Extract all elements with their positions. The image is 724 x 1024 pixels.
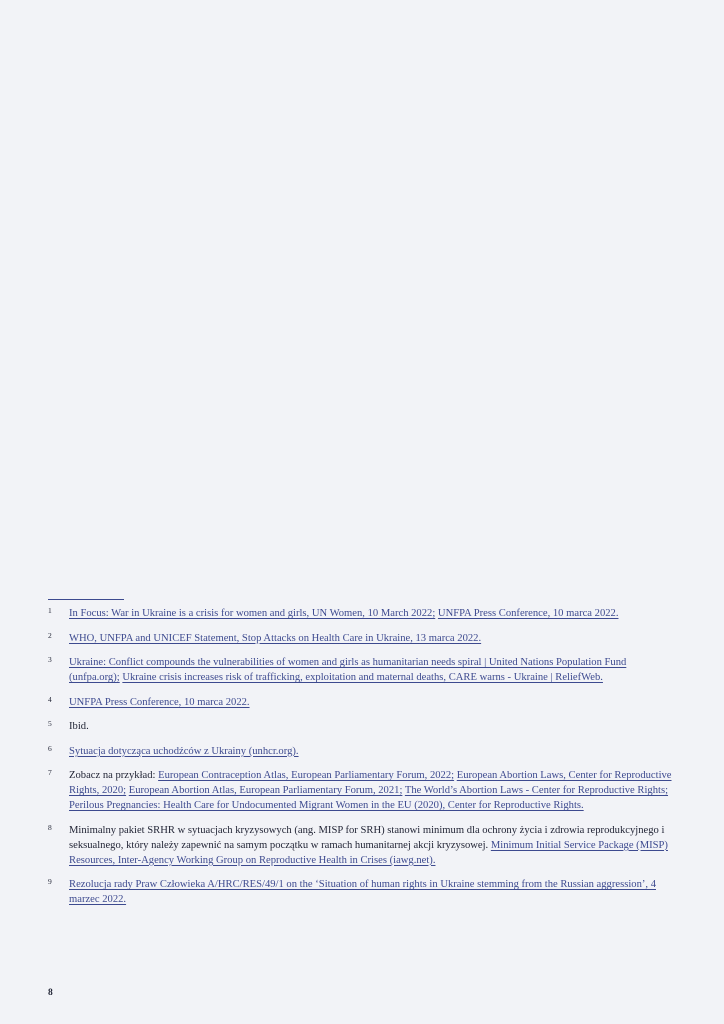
footnote-link[interactable]: In Focus: War in Ukraine is a crisis for women and girls, UN Women, 10 March 2022; [69,608,436,619]
footnote-8 [48,823,678,868]
footnote-text [69,877,678,907]
footnote-text [69,768,678,813]
footnote-2 [48,631,678,646]
footnote-text [69,823,678,868]
footnote-link[interactable]: European Abortion Laws, Center for Reproductive Rights, 2020; [69,770,672,796]
footnote-link[interactable]: European Abortion Atlas, European Parliamentary Forum, 2021; [128,785,403,796]
footnote-number: 2 [48,630,52,640]
footnote-link[interactable]: Rezolucja rady Praw Człowieka A/HRC/RES/49/1 on the ‘Situation of human rights in Ukraine stemming from the Russian aggression’, 4 marzec 2022. [69,879,656,905]
footnote-3 [48,655,678,685]
footnote-5 [48,719,678,734]
footnote-separator [48,599,124,600]
footnote-number: 3 [48,655,52,664]
footnote-link[interactable]: The World’s Abortion Laws - Center for Reproductive Rights; [404,785,669,796]
footnotes-list [48,606,678,917]
footnote-7 [48,768,678,813]
footnote-1 [48,606,678,621]
footnote-text [69,655,678,685]
footnote-link[interactable]: Sytuacja dotycząca uchodźców z Ukrainy (unhcr.org). [69,745,299,757]
footnote-9 [48,877,678,907]
footnote-text [69,695,678,710]
footnote-text [69,744,678,759]
footnote-link[interactable]: WHO, UNFPA and UNICEF Statement, Stop Attacks on Health Care in Ukraine, 13 marca 2022. [69,632,482,644]
footnote-link[interactable]: European Contraception Atlas, European Parliamentary Forum, 2022; [158,770,455,781]
page-number: 8 [48,988,53,998]
footnote-number: 4 [48,694,52,704]
footnote-number: 7 [48,768,52,777]
footnote-number: 9 [48,877,52,886]
footnote-number: 1 [48,606,52,615]
footnote-plain-text: Zobacz na przykład: [69,770,159,781]
footnote-6 [48,744,678,759]
footnote-link[interactable]: Perilous Pregnancies: Health Care for Undocumented Migrant Women in the EU (2020), Center for Reproductive Rights. [69,800,584,811]
footnote-number: 5 [48,719,52,728]
footnote-number: 6 [48,743,52,753]
footnote-link[interactable]: Minimum Initial Service Package (MISP) Resources, Inter-Agency Working Group on Reproductive Health in Crises (iawg.net). [69,839,668,866]
footnote-link[interactable]: UNFPA Press Conference, 10 marca 2022. [437,608,619,619]
footnote-link[interactable]: Ukraine crisis increases risk of trafficking, exploitation and maternal deaths, CARE warns - Ukraine | ReliefWeb. [122,672,603,683]
footnote-link[interactable]: Ukraine: Conflict compounds the vulnerabilities of women and girls as humanitarian needs spiral | United Nations Population Fund (unfpa.org); [69,657,627,683]
footnote-link[interactable]: UNFPA Press Conference, 10 marca 2022. [69,696,250,708]
footnote-plain-text: Ibid. [69,721,89,732]
footnote-text [69,631,678,646]
footnote-text [69,719,678,734]
footnote-number: 8 [48,822,52,832]
footnote-text [69,606,678,621]
footnote-4 [48,695,678,710]
footnote-plain-text: Minimalny pakiet SRHR w sytuacjach kryzysowych (ang. MISP for SRH) stanowi minimum dla ochrony życia i zdrowia reprodukcyjnego i seksualnego, który należy zapewnić na samym początku w ramach humanitarnej akcji kryzysowej. [69,824,665,851]
